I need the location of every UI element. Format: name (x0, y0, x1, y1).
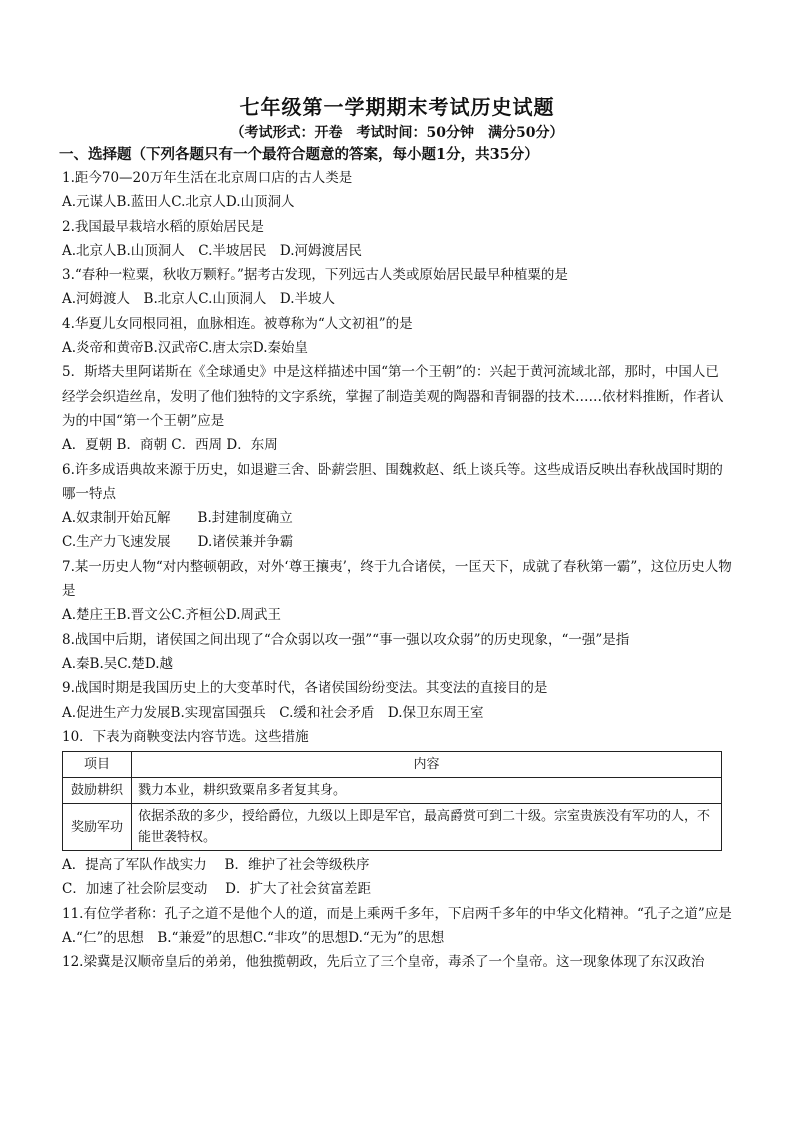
question-9-stem: 9.战国时期是我国历史上的大变革时代，各诸侯国纷纷变法。其变法的直接目的是 (62, 680, 548, 697)
question-5-stem: 5．斯塔夫里阿诺斯在《全球通史》中是这样描述中国“第一个王朝”的：兴起于黄河流域北部，那时，中国人已经学会织造丝帛，发明了他们独特的文字系统，掌握了制造美观的陶器和青铜器的技术……依材料推断，作者认为的中国“第一个王朝”应是 (62, 364, 724, 429)
table-cell: 鼓励耕织 (63, 778, 132, 804)
question-8-options: A.秦B.吴C.楚D.越 (62, 655, 174, 672)
question-12-stem: 12.梁冀是汉顺帝皇后的弟弟，他独揽朝政，先后立了三个皇帝，毒杀了一个皇帝。这一现象体现了东汉政治 (62, 954, 705, 971)
question-1-stem: 1.距今70—20万年生活在北京周口店的古人类是 (62, 170, 353, 186)
question-3-options: A.河姆渡人 B.北京人C.山顶洞人 D.半坡人 (62, 291, 336, 308)
reform-table (62, 751, 722, 851)
question-4-options: A.炎帝和黄帝B.汉武帝C.唐太宗D.秦始皇 (62, 340, 309, 357)
page-title: 七年级第一学期期末考试历史试题 (239, 95, 555, 119)
table-cell: 奖励军功 (63, 804, 132, 851)
question-6-options-cd: C.生产力飞速发展 D.诸侯兼并争霸 (62, 534, 294, 551)
question-10-stem: 10．下表为商鞅变法内容节选。这些措施 (62, 728, 309, 745)
question-1-options: A.元谋人B.蓝田人C.北京人D.山顶洞人 (62, 194, 295, 211)
table-row (63, 778, 722, 804)
question-4-stem: 4.华夏儿女同根同祖，血脉相连。被尊称为“人文初祖”的是 (62, 315, 413, 332)
question-5-options: A．夏朝 B．商朝 C．西周 D．东周 (62, 437, 278, 454)
question-11-options: A.“仁”的思想 B.“兼爱”的思想C.“非攻”的思想D.“无为”的思想 (62, 930, 445, 947)
section-heading: 一、选择题（下列各题只有一个最符合题意的答案，每小题1分，共35分） (59, 146, 539, 163)
question-7-options: A.楚庄王B.晋文公C.齐桓公D.周武王 (62, 607, 282, 624)
question-6-stem: 6.许多成语典故来源于历史，如退避三舍、卧薪尝胆、围魏救赵、纸上谈兵等。这些成语反映出春秋战国时期的哪一特点 (62, 461, 723, 502)
question-10-options-ab: A．提高了军队作战实力 B．维护了社会等级秩序 (62, 857, 370, 874)
table-cell: 依据杀敌的多少，授给爵位，九级以上即是军官，最高爵赏可到二十级。宗室贵族没有军功的人，不能世袭特权。 (132, 804, 722, 851)
question-11-stem: 11.有位学者称：孔子之道不是他个人的道，而是上乘两千多年，下启两千多年的中华文化精神。“孔子之道”应是 (62, 905, 732, 922)
table-cell: 戮力本业，耕织致粟帛多者复其身。 (132, 778, 722, 804)
question-2-options: A.北京人B.山顶洞人 C.半坡居民 D.河姆渡居民 (62, 242, 363, 259)
table-row (63, 804, 722, 851)
exam-info: （考试形式：开卷 考试时间：50分钟 满分50分） (230, 125, 564, 141)
table-header-row (63, 752, 722, 778)
table-header-cell: 内容 (132, 752, 722, 778)
exam-page (59, 92, 732, 975)
question-7-stem: 7.某一历史人物“对内整顿朝政，对外‘尊王攘夷’，终于九合诸侯，一匡天下，成就了春秋第一霸”，这位历史人物是 (62, 558, 732, 600)
question-9-options: A.促进生产力发展B.实现富国强兵 C.缓和社会矛盾 D.保卫东周王室 (62, 704, 484, 721)
question-6-options-ab: A.奴隶制开始瓦解 B.封建制度确立 (62, 510, 293, 527)
question-2-stem: 2.我国最早栽培水稻的原始居民是 (62, 218, 264, 235)
question-8-stem: 8.战国中后期，诸侯国之间出现了“合众弱以攻一强”“事一强以攻众弱”的历史现象，“一强”是指 (62, 631, 630, 648)
table-header-cell: 项目 (63, 752, 132, 778)
question-10-options-cd: C．加速了社会阶层变动 D．扩大了社会贫富差距 (62, 881, 371, 898)
question-3-stem: 3.“春种一粒粟，秋收万颗籽。”据考古发现，下列远古人类或原始居民最早种植粟的是 (62, 267, 568, 284)
